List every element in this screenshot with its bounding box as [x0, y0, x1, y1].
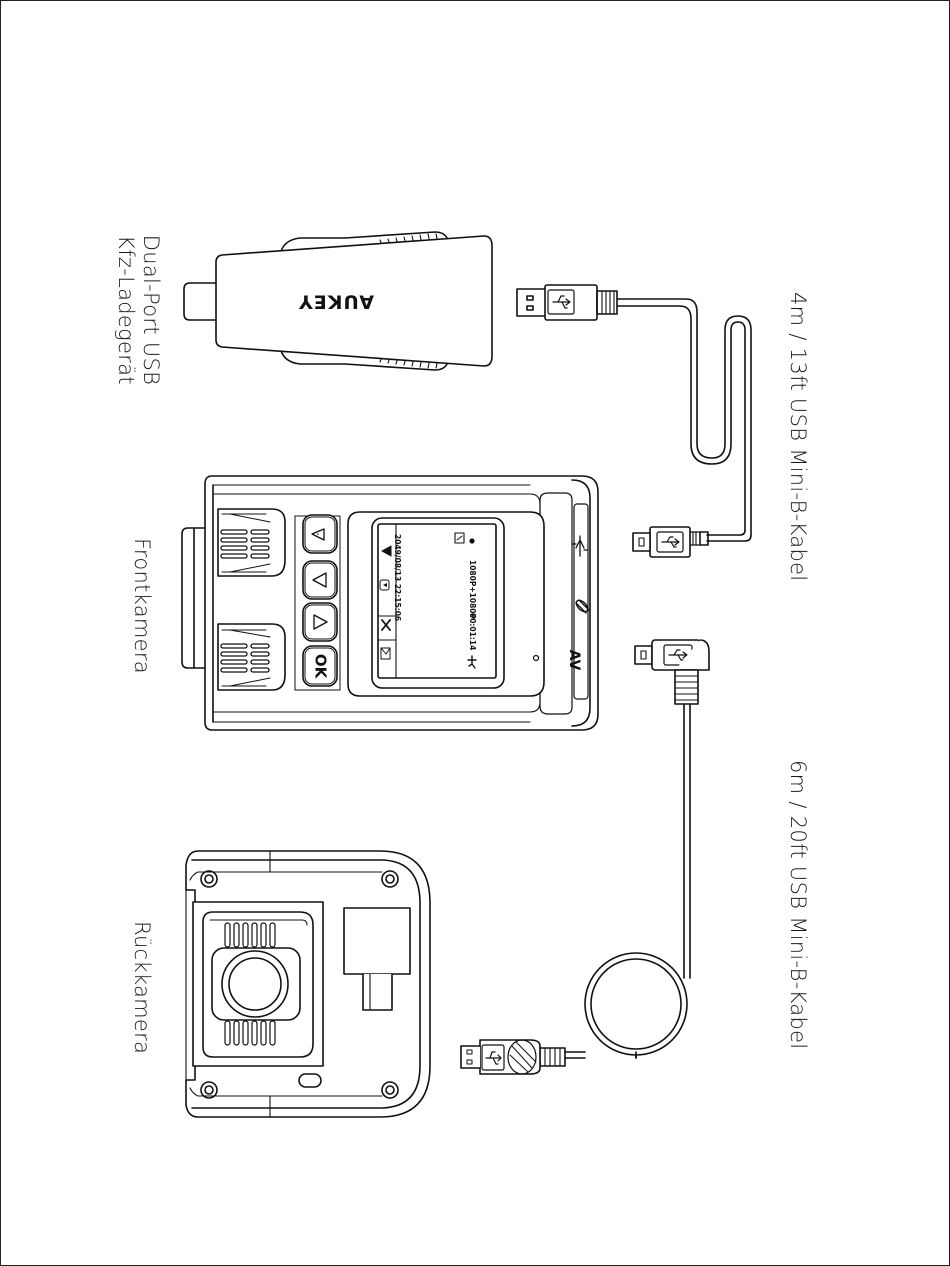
- rear-camera-lens: [222, 951, 288, 1017]
- cable-6m-label: 6m / 20ft USB Mini-B-Kabel: [786, 760, 810, 1050]
- cable-6m-usb-a-plug: [461, 1046, 480, 1068]
- charger-label: [113, 210, 163, 410]
- charger-brand: AUKEY: [297, 290, 375, 313]
- charger-label-line1: Dual-Port USB: [139, 234, 163, 386]
- ok-button-label: OK: [311, 653, 330, 679]
- screen-datetime: 2049/08/13 22:15:06: [393, 534, 402, 622]
- cable-6m-coil: [585, 953, 687, 1055]
- cable-6m-strain-relief-top: [675, 670, 698, 704]
- warning-button[interactable]: [303, 515, 337, 553]
- screen-timer: 00:01:14: [468, 613, 477, 651]
- cable-4m-usb-a-plug: [517, 289, 545, 316]
- rear-camera: [186, 851, 430, 1117]
- speaker-grille-bottom: [218, 624, 285, 690]
- ok-button[interactable]: [303, 646, 337, 686]
- cable-6m-mini-b-tip: [635, 646, 652, 664]
- down-button[interactable]: [303, 603, 337, 641]
- speaker-grille-top: [218, 509, 285, 576]
- up-button[interactable]: [303, 561, 337, 599]
- cable-6m-strain-relief-bottom: [540, 1048, 565, 1066]
- front-camera: [182, 476, 598, 730]
- front-camera-label: Frontkamera: [130, 538, 154, 674]
- car-charger: [184, 232, 492, 370]
- front-camera-lens: [182, 528, 208, 668]
- rear-camera-label: Rückkamera: [130, 921, 154, 1055]
- cable-4m-mini-b-tip: [633, 533, 650, 551]
- record-dot-icon: [469, 538, 474, 543]
- charger-label-line2: Kfz-Ladegerät: [114, 235, 138, 385]
- screen-resolution: 1080P+1080P: [468, 560, 477, 620]
- cable-4m-label: 4m / 13ft USB Mini-B-Kabel: [786, 292, 810, 582]
- charger-tip: [184, 283, 218, 320]
- av-port-label: AV: [566, 649, 582, 671]
